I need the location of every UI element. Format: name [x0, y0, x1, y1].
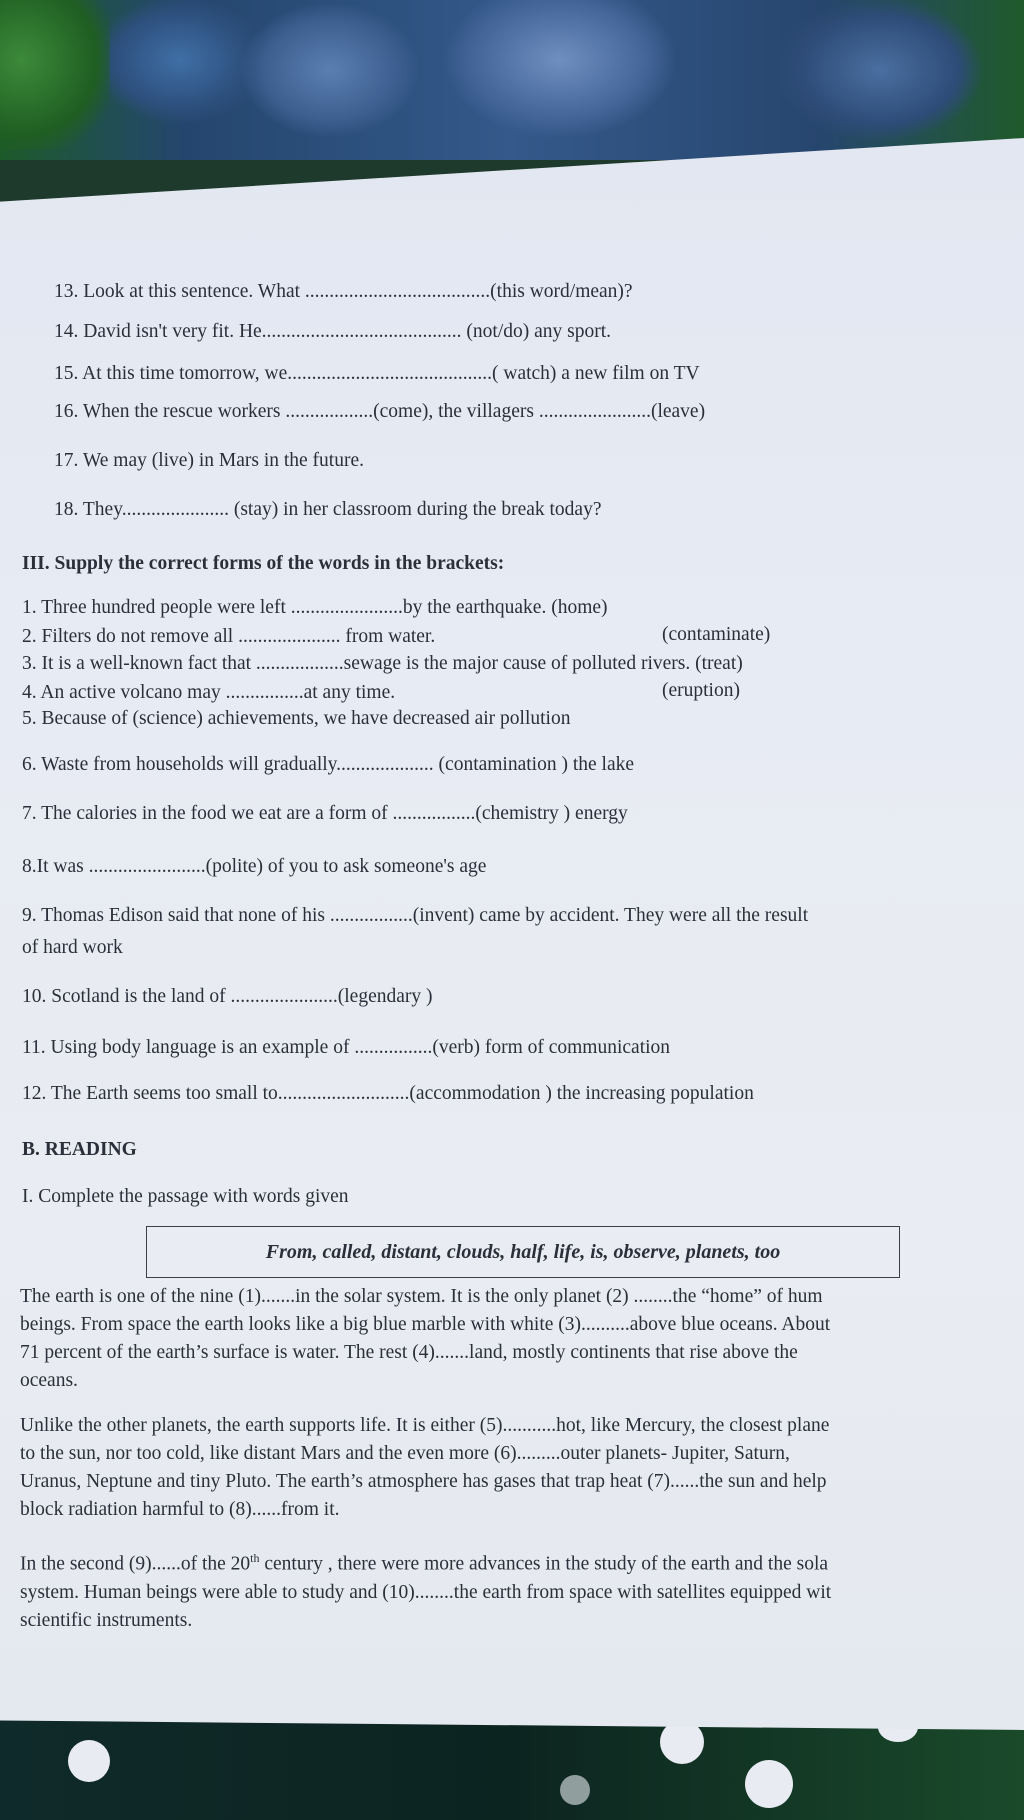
- word-form-item-6: 6. Waste from households will gradually.................... (contamination ) the lake: [22, 754, 635, 775]
- passage-text: In the second (9)......of the 20: [20, 1553, 251, 1575]
- word-bank-box: [146, 1226, 900, 1278]
- reading-instruction: I. Complete the passage with words given: [22, 1186, 349, 1207]
- word-form-item-3: 3. It is a well-known fact that ..................sewage is the major cause of polluted rivers. (treat): [22, 653, 743, 674]
- passage-line: [20, 1544, 1024, 1579]
- exercise-item-18: 18. They...................... (stay) in her classroom during the break today?: [54, 499, 602, 520]
- word-form-item-12: 12. The Earth seems too small to...........................(accommodation ) the increasing population: [22, 1083, 754, 1104]
- word-form-item-11: 11. Using body language is an example of ................(verb) form of communication: [22, 1037, 671, 1058]
- word-form-item-10: 10. Scotland is the land of ......................(legendary ): [22, 986, 433, 1007]
- passage-line: The earth is one of the nine (1).......in the solar system. It is the only planet (2) ........the “home” of hum: [20, 1286, 823, 1307]
- word-bank-text: From, called, distant, clouds, half, life, is, observe, planets, too: [265, 1241, 781, 1263]
- passage-paragraph-3: [20, 1544, 1024, 1635]
- word-form-item-9: 9. Thomas Edison said that none of his .................(invent) came by accident. They were all the result: [22, 905, 809, 926]
- exercise-item-14: 14. David isn't very fit. He......................................... (not/do) any sport.: [54, 321, 612, 342]
- exercise-item-13: 13. Look at this sentence. What ......................................(this word/mean)?: [54, 281, 633, 302]
- passage-paragraph-2: [20, 1412, 1024, 1524]
- passage-line: oceans.: [20, 1370, 78, 1391]
- passage-line: Uranus, Neptune and tiny Pluto. The earth’s atmosphere has gases that trap heat (7)......the sun and help: [20, 1471, 827, 1492]
- passage-text: century , there were more advances in the study of the earth and the sola: [259, 1553, 829, 1575]
- word-form-item-4: 4. An active volcano may ................at any time.: [22, 682, 396, 703]
- exercise-item-15: 15. At this time tomorrow, we..........................................( watch) a new film on TV: [54, 363, 700, 384]
- passage-line: scientific instruments.: [20, 1609, 193, 1631]
- word-form-item-9-continued: of hard work: [22, 937, 123, 958]
- word-form-item-7: 7. The calories in the food we eat are a form of .................(chemistry ) energy: [22, 803, 628, 824]
- word-form-item-8: 8.It was ........................(polite) of you to ask someone's age: [22, 856, 487, 877]
- exercise-item-16: 16. When the rescue workers ..................(come), the villagers .......................(leave): [54, 401, 706, 422]
- passage-line: system. Human beings were able to study and (10)........the earth from space with satellites equipped wit: [20, 1581, 832, 1603]
- passage-paragraph-1: [20, 1283, 1024, 1395]
- passage-line: block radiation harmful to (8)......from it.: [20, 1499, 340, 1520]
- passage-line: 71 percent of the earth’s surface is water. The rest (4).......land, mostly continents that rise above the: [20, 1342, 798, 1363]
- ordinal-suffix: th: [250, 1551, 260, 1565]
- word-form-item-2: 2. Filters do not remove all ..................... from water.: [22, 626, 436, 647]
- word-form-item-5: 5. Because of (science) achievements, we have decreased air pollution: [22, 708, 571, 729]
- reading-heading: B. READING: [22, 1139, 137, 1160]
- passage-line: to the sun, nor too cold, like distant Mars and the even more (6).........outer planets- Jupiter, Saturn,: [20, 1443, 790, 1464]
- passage-line: Unlike the other planets, the earth supports life. It is either (5)...........hot, like Mercury, the closest plane: [20, 1415, 830, 1436]
- word-form-item-1: 1. Three hundred people were left .......................by the earthquake. (home): [22, 597, 608, 618]
- word-form-hint-2: (contaminate): [662, 624, 771, 645]
- section-heading-iii: III. Supply the correct forms of the words in the brackets:: [22, 553, 505, 574]
- exercise-item-17: 17. We may (live) in Mars in the future.: [54, 450, 364, 471]
- word-form-hint-4: (eruption): [662, 680, 740, 701]
- passage-line: beings. From space the earth looks like a big blue marble with white (3)..........above blue oceans. About: [20, 1314, 831, 1335]
